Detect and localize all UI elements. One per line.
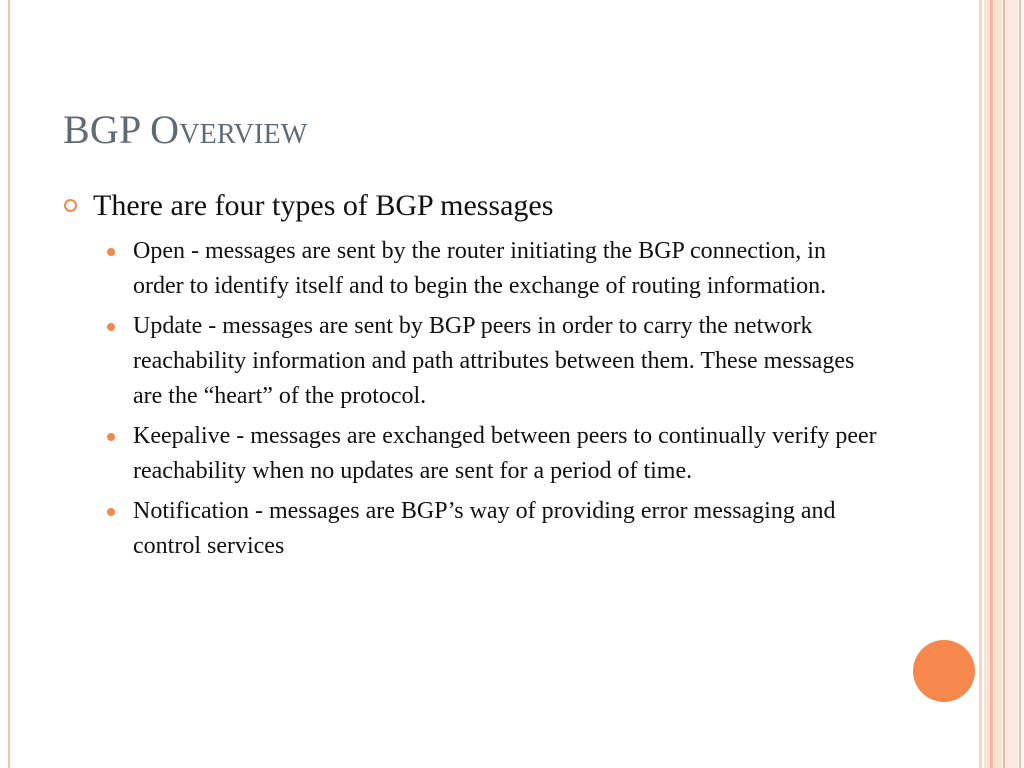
right-stripe bbox=[1003, 0, 1005, 768]
right-stripe bbox=[1006, 0, 1018, 768]
sub-bullet-item bbox=[133, 234, 892, 304]
right-stripe bbox=[979, 0, 982, 768]
sub-bullet-text: Update - messages are sent by BGP peers in order to carry the network reachability information and path attributes between them. These messages are the “heart” of the protocol. bbox=[133, 313, 855, 409]
filled-dot-bullet-icon bbox=[107, 323, 115, 331]
hollow-circle-bullet-icon bbox=[64, 199, 77, 212]
sub-bullet-list bbox=[62, 234, 892, 564]
sub-bullet-item bbox=[133, 494, 892, 564]
orange-circle-decoration bbox=[913, 640, 975, 702]
filled-dot-bullet-icon bbox=[107, 248, 115, 256]
sub-bullet-item bbox=[133, 309, 892, 414]
sub-bullet-text: Notification - messages are BGP’s way of providing error messaging and control services bbox=[133, 498, 836, 559]
right-stripe bbox=[990, 0, 993, 768]
right-stripe bbox=[1019, 0, 1021, 768]
sub-bullet-item bbox=[133, 419, 892, 489]
slide-content bbox=[62, 186, 892, 569]
slide-title bbox=[63, 106, 307, 153]
filled-dot-bullet-icon bbox=[107, 433, 115, 441]
sub-bullet-text: Open - messages are sent by the router initiating the BGP connection, in order to identify itself and to begin the exchange of routing information. bbox=[133, 238, 827, 299]
slide-title-text: BGP Overview bbox=[63, 107, 308, 152]
main-bullet-item bbox=[62, 186, 892, 226]
sub-bullet-text: Keepalive - messages are exchanged between peers to continually verify peer reachability when no updates are sent for a period of time. bbox=[133, 423, 877, 484]
right-stripe bbox=[994, 0, 1002, 768]
main-bullet-text: There are four types of BGP messages bbox=[93, 189, 554, 222]
left-border-line bbox=[8, 0, 10, 768]
filled-dot-bullet-icon bbox=[107, 508, 115, 516]
